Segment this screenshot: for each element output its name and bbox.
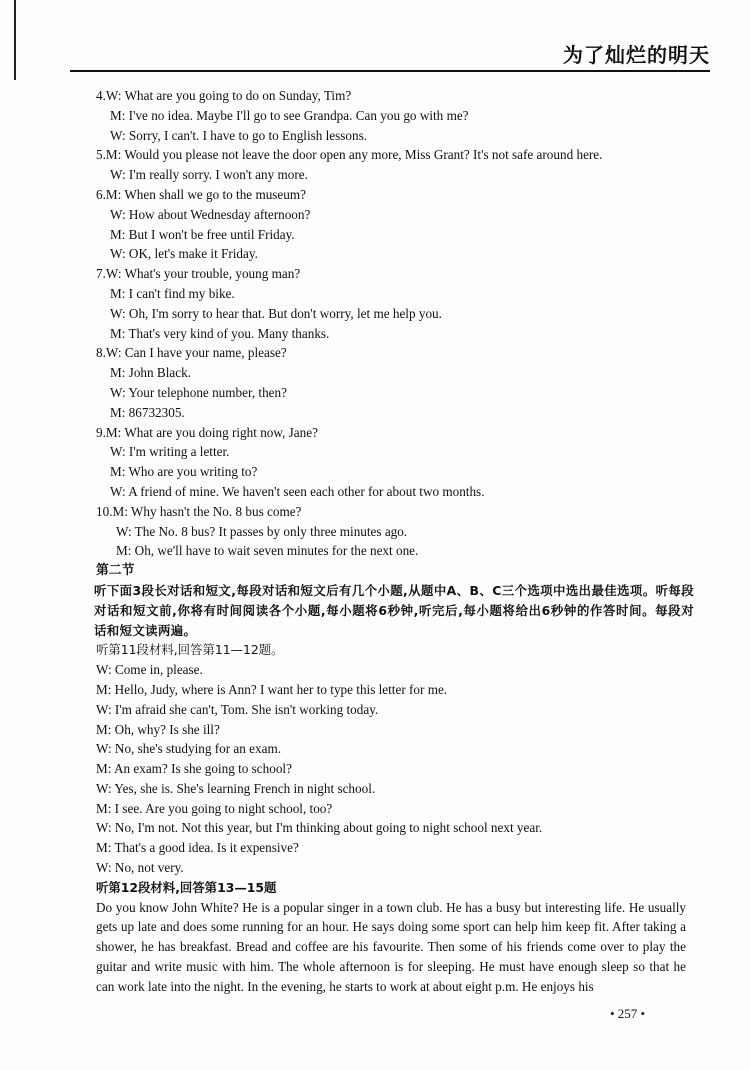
dialogue-line: M: But I won't be free until Friday.	[110, 226, 295, 242]
binding-edge-line	[14, 0, 16, 80]
dialogue-line: W: Sorry, I can't. I have to go to English lessons.	[110, 127, 368, 143]
dialogue-line: 4.W: What are you going to do on Sunday, Tim?	[96, 88, 352, 103]
dialogue-line: M: I can't find my bike.	[110, 285, 235, 301]
material-11-line: M: I see. Are you going to night school, too?	[96, 800, 333, 816]
material-11-line: W: No, I'm not. Not this year, but I'm thinking about going to night school next year.	[96, 820, 543, 836]
dialogue-line: W: A friend of mine. We haven't seen each other for about two months.	[110, 483, 485, 499]
material-11-line: W: Come in, please.	[96, 662, 203, 678]
page-header	[70, 40, 710, 72]
dialogue-line: M: Oh, we'll have to wait seven minutes for the next one.	[116, 543, 419, 559]
material-12-label: 听第12段材料,回答第13—15题	[96, 879, 277, 895]
dialogue-line: M: John Black.	[110, 365, 191, 381]
section-heading: 第二节	[96, 563, 135, 579]
material-11-line: M: Hello, Judy, where is Ann? I want her to type this letter for me.	[96, 681, 448, 697]
section-instructions: 听下面3段长对话和短文,每段对话和短文后有几个小题,从题中A、B、C三个选项中选出最佳选项。听每段对话和短文前,你将有时间阅读各个小题,每小题将6秒钟,听完后,每小题将给出6秒钟的作答时间。每段对话和短文读两遍。	[94, 582, 694, 638]
material-11-line: W: No, she's studying for an exam.	[96, 741, 282, 757]
dialogue-line: W: Oh, I'm sorry to hear that. But don't worry, let me help you.	[110, 305, 442, 321]
page-number: • 257 •	[610, 1006, 646, 1021]
dialogue-line: W: OK, let's make it Friday.	[110, 246, 258, 262]
material-12-passage: Do you know John White? He is a popular singer in a town club. He has a busy but interesting life. He usually gets up late and does some running for an hour. He says doing some sport can help him keep fit. After taking a shower, he has breakfast. Bread and coffee are his favourite. Then some of his friends come over to play the guitar and write music with him. The whole afternoon is for sleeping. He must have enough sleep so that he can work late into the night. In the evening, he starts to work at about eight p.m. He enjoys his	[96, 899, 686, 994]
header-title: 为了灿烂的明天	[563, 43, 710, 67]
material-11-line: M: That's a good idea. Is it expensive?	[96, 840, 299, 856]
dialogue-line: 9.M: What are you doing right now, Jane?	[96, 424, 318, 440]
page-content	[96, 86, 696, 997]
dialogue-line: M: I've no idea. Maybe I'll go to see Grandpa. Can you go with me?	[110, 107, 469, 123]
dialogue-line: 6.M: When shall we go to the museum?	[96, 186, 306, 202]
dialogue-line: W: The No. 8 bus? It passes by only three minutes ago.	[116, 523, 408, 539]
material-11-label: 听第11段材料,回答第11—12题。	[96, 642, 284, 658]
dialogue-line: M: That's very kind of you. Many thanks.	[110, 325, 330, 341]
material-11-line: M: Oh, why? Is she ill?	[96, 721, 220, 737]
dialogue-line: 8.W: Can I have your name, please?	[96, 345, 287, 361]
dialogue-line: 7.W: What's your trouble, young man?	[96, 266, 301, 282]
dialogue-line: W: I'm really sorry. I won't any more.	[110, 167, 308, 183]
dialogue-line: W: I'm writing a letter.	[110, 444, 230, 460]
dialogue-list	[96, 86, 696, 561]
dialogue-line: M: Who are you writing to?	[110, 464, 258, 480]
material-11-line: W: I'm afraid she can't, Tom. She isn't working today.	[96, 701, 379, 717]
dialogue-line: 5.M: Would you please not leave the door open any more, Miss Grant? It's not safe around here.	[96, 147, 603, 163]
dialogue-line: W: Your telephone number, then?	[110, 384, 287, 400]
dialogue-line: W: How about Wednesday afternoon?	[110, 206, 311, 222]
material-11-line: M: An exam? Is she going to school?	[96, 761, 292, 777]
dialogue-line: M: 86732305.	[110, 404, 185, 420]
material-11-dialogue	[96, 660, 696, 878]
material-11-line: W: No, not very.	[96, 860, 184, 876]
material-11-line: W: Yes, she is. She's learning French in night school.	[96, 780, 376, 796]
dialogue-line: 10.M: Why hasn't the No. 8 bus come?	[96, 503, 302, 519]
